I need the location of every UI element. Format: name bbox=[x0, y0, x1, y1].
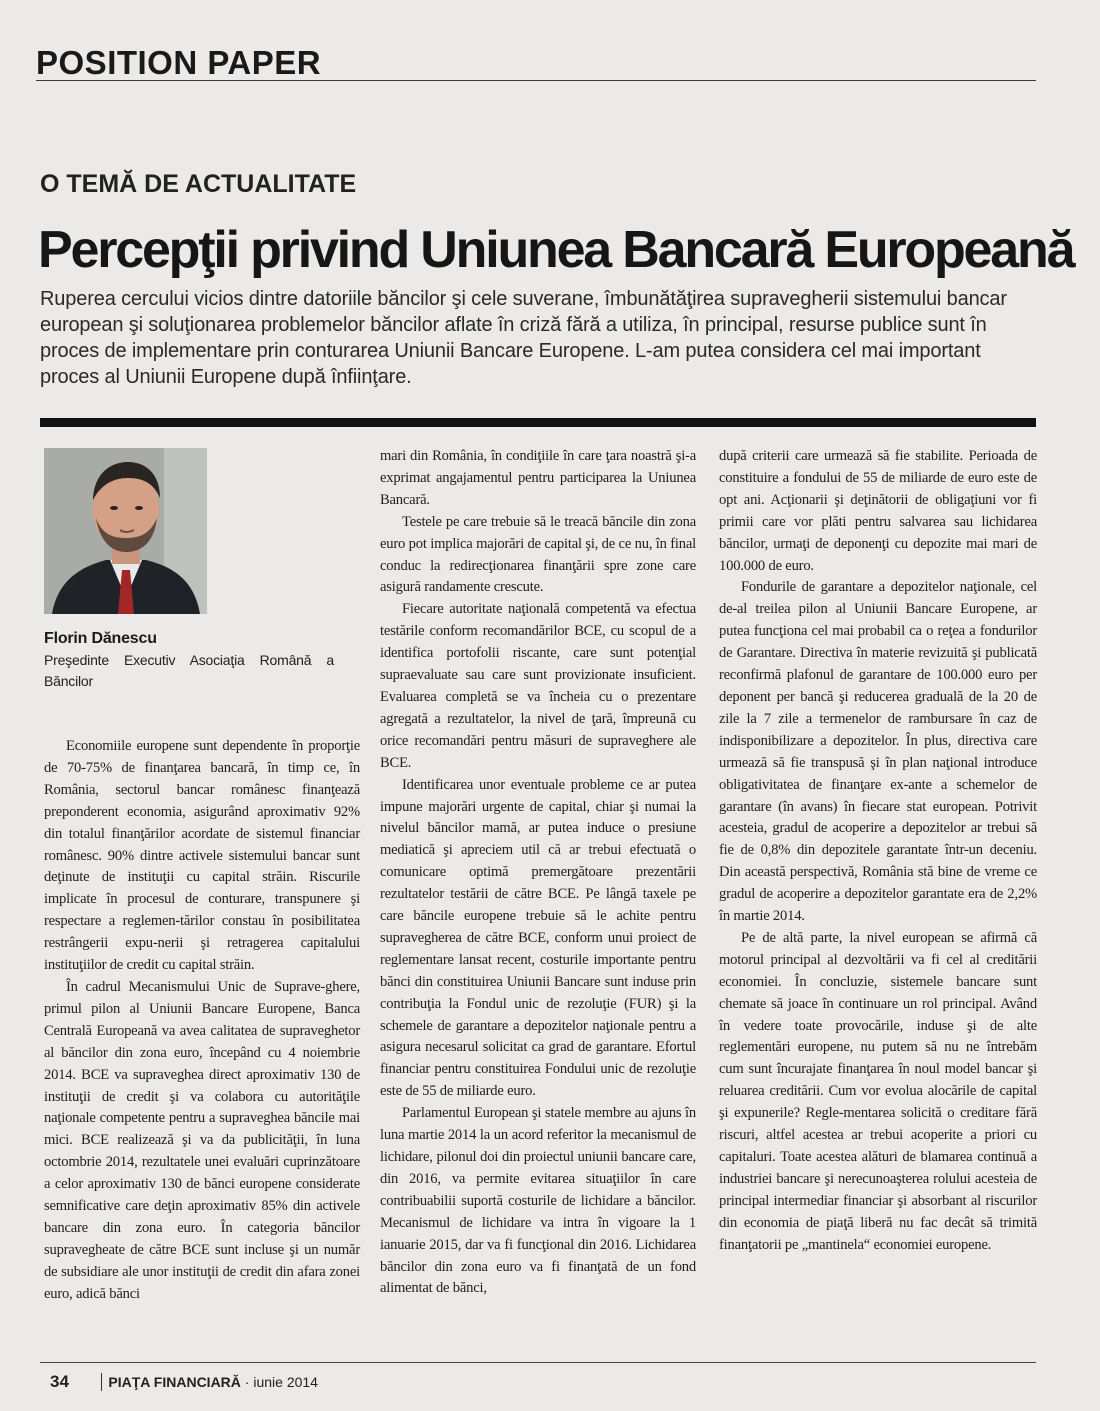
paragraph: mari din România, în condiţiile în care ţara noastră şi-a exprimat angajamentul pentru participarea la Uniunea Bancară. bbox=[380, 448, 696, 508]
paragraph: Fondurile de garantare a depozitelor naţionale, cel de-al treilea pilon al Uniunii Bancare Europene, ar putea funcţiona cel mai probabil ca o reţea a fondurilor de Garantare. Directiva în materie revizuită şi publicată reconfirmă plafonul de garantare de 100.000 euro per deponent per bancă şi reducerea graduală de la 20 de zile la 7 zile a termenelor de rambursare în caz de indisponibilizare a depozitelor. În plus, directiva care urmează să fie transpusă şi în plan naţional introduce obligativitatea de finanţare ex-ante a schemelor de garantare (în avans) în fiecare stat european. Potrivit acesteia, gradul de acoperire a depozitelor ar trebui să fie de 0,8% din depozitele garantate într-un deceniu. Din această perspectivă, România stă bine de vreme ce gradul de acoperire a depozitelor garantate era de 2,2% în martie 2014. bbox=[719, 579, 1037, 925]
article-title: Percepţii privind Uniunea Bancară Europeană bbox=[38, 221, 1074, 279]
paragraph: Economiile europene sunt dependente în proporţie de 70-75% de finanţarea bancară, în timp ce, în România, sectorul bancar românesc finanţează preponderent economia, asigurând aproximativ 92% din totalul finanţărilor acordate de sistemul financiar românesc. 90% dintre activele sistemului bancar sunt deţinute de instituţii cu capital străin. Riscurile implicate în procesul de conturare, transpunere şi respectare a reglemen-tărilor constau în posibilitatea restrângerii expu-nerii şi retragerea capitalului instituţiilor de credit cu capital străin. bbox=[44, 738, 360, 974]
paragraph: În cadrul Mecanismului Unic de Suprave-ghere, primul pilon al Uniunii Bancare Europene, Banca Centrală Europeană va avea calitatea de supraveghetor al băncilor din zona euro, începând cu 4 noiembrie 2014. BCE va supraveghea direct aproximativ 130 de instituţii de credit şi va colabora cu autorităţile naţionale competente pentru a supraveghea băncile mai mici. BCE realizează şi va da publicităţii, în luna octombrie 2014, rezultatele unei evaluări cuprinzătoare a celor aproximativ 130 de bănci europene considerate semnificative care deţin aproximativ 85% din activele bancare din zona euro. În categoria băncilor supravegheate de către BCE sunt incluse şi un număr de subsidiare ale unor instituţii de credit din afara zonei euro, adică bănci bbox=[44, 978, 360, 1302]
issue-date: · iunie 2014 bbox=[240, 1374, 318, 1390]
author-photo bbox=[44, 448, 207, 614]
article-kicker: O TEMĂ DE ACTUALITATE bbox=[40, 170, 357, 198]
publication-name: PIAŢA FINANCIARĂ bbox=[108, 1374, 241, 1390]
paragraph: Parlamentul European şi statele membre au ajuns în luna martie 2014 la un acord referitor la mecanismul de lichidare, pilonul doi din proiectul uniunii bancare care, din 2016, va permite evitarea situaţiilor în care contribuabilii suportă costurile de lichidare a băncilor. Mecanismul de lichidare va intra în vigoare la 1 ianuarie 2015, dar va fi funcţional din 2016. Lichidarea băncilor din zona euro va fi finanţată de un fond alimentat de bănci, bbox=[380, 1105, 696, 1297]
paragraph: Pe de altă parte, la nivel european se afirmă că motorul principal al dezvoltării va fi cel al creditării economiei. În concluzie, sistemele bancare sunt chemate să joace în continuare un rol principal. Având în vedere toate provocările, induse şi de alte reglementări europene, nu putem să nu ne întrebăm cum sunt încurajate finanţarea în noul model bancar şi reluarea creditării. Cum vor evolua alocările de capital şi expunerile? Regle-mentarea solicită o creditare fără riscuri, altfel acestea ar trebui acoperite a priori cu capitaluri. Toate acestea alături de blamarea continuă a industriei bancare şi nerecunoaşterea rolului acesteia de principal intermediar financiar şi absorbant al riscurilor din economia de piaţă liberă nu fac decât să trimită finanţatorii pe „mantinela“ economiei europene. bbox=[719, 929, 1037, 1253]
paragraph: Fiecare autoritate naţională competentă va efectua testările conform recomandărilor BCE, cu scopul de a identifica portofolii riscante, care sunt potenţial supraevaluate sau care sunt provizionate insuficient. Evaluarea completă se va încheia cu o prezentare agregată a rezultatelor, la nivel de ţară, împreună cu orice recomandări pentru măsuri de supraveghere ale BCE. bbox=[380, 601, 696, 771]
column-3 bbox=[719, 446, 1037, 1257]
column-1 bbox=[44, 448, 360, 1306]
article-lead: Ruperea cercului vicios dintre datoriile băncilor şi cele suverane, îmbunătăţirea supravegherii sistemului bancar european şi soluţionarea problemelor băncilor aflate în criză fără a utiliza, în principal, resurse publice sunt în proces de implementare prin conturarea Uniunii Bancare Europene. L-am putea considera cel mai important proces al Uniunii Europene după înfiinţare. bbox=[40, 288, 1007, 388]
page-footer bbox=[50, 1372, 318, 1392]
footer-rule bbox=[40, 1362, 1036, 1363]
paragraph: Identificarea unor eventuale probleme ce ar putea impune majorări urgente de capital, chiar şi numai la nivelul băncilor mamă, ar putea induce o presiune mediatică şi apreciem util că ar trebui efectuată o comunicare optimă premergătoare prezentării rezultatelor testării de către BCE. Pe lângă taxele pe care băncile europene trebuie să le achite pentru supravegherea de către BCE, conform unui proiect de reglementare lansat recent, costurile importante pentru bănci din constituirea Uniunii Bancare sunt induse prin contribuţia la Fondul unic de rezoluţie (FUR) şi la schemele de garantare a depozitelor naţionale pentru a asigura necesarul solicitat ca grad de garantare. Efortul financiar pentru constituirea Fondului unic de rezoluţie este de 55 de miliarde euro. bbox=[380, 776, 696, 1100]
column-2 bbox=[380, 446, 696, 1300]
author-role: Preşedinte Executiv Asociaţia Română a Băncilor bbox=[44, 652, 334, 689]
section-label: POSITION PAPER bbox=[36, 44, 322, 81]
page-number: 34 bbox=[50, 1372, 69, 1391]
author-name: Florin Dănescu bbox=[44, 630, 157, 647]
paragraph: după criterii care urmează să fie stabilite. Perioada de constituire a fondului de 55 de miliarde de euro este de opt ani. Acţionarii şi deţinătorii de obligaţiuni vor fi primii care vor plăti pentru salvarea sau lichidarea băncilor, urmaţi de deponenţi cu depozite mai mari de 100.000 de euro. bbox=[719, 448, 1037, 574]
portrait-icon bbox=[44, 448, 207, 614]
heavy-divider bbox=[40, 418, 1036, 427]
section-rule bbox=[36, 80, 1036, 81]
footer-divider bbox=[101, 1373, 103, 1391]
paragraph: Testele pe care trebuie să le treacă băncile din zona euro pot implica majorări de capital şi, de ce nu, în final conduc la redirecţionarea finanţării spre zone care asigură randamente crescute. bbox=[380, 513, 696, 596]
